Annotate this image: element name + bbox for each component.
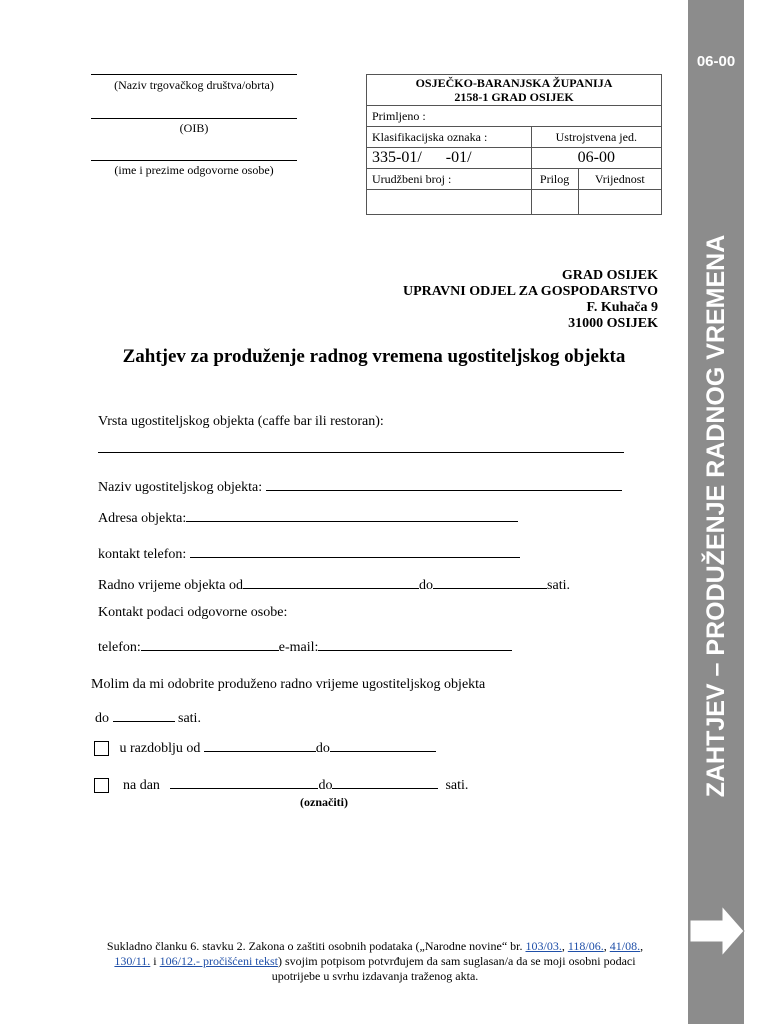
contact-email-label: e-mail: <box>278 640 319 655</box>
request-hours-field[interactable] <box>113 707 175 722</box>
law-link-118-06[interactable]: 118/06. <box>567 939 604 953</box>
day-to-field[interactable] <box>332 774 438 789</box>
period-row <box>94 737 436 757</box>
city-code: 2158-1 GRAD OSIJEK <box>454 90 574 104</box>
privacy-conjunction: i <box>153 954 157 968</box>
value-cell[interactable] <box>578 190 661 215</box>
classification-value: 335-01/ -01/ <box>367 148 532 169</box>
hours-to-field[interactable] <box>433 574 547 589</box>
received-label: Primljeno : <box>367 106 662 127</box>
object-type-label: Vrsta ugostiteljskog objekta (caffe bar ili restoran): <box>98 414 384 429</box>
period-checkbox[interactable] <box>94 741 109 756</box>
reg-number-label: Urudžbeni broj : <box>367 169 532 190</box>
contact-email-field[interactable] <box>318 636 512 651</box>
request-to-label: do <box>95 711 109 726</box>
period-to-field[interactable] <box>330 737 436 752</box>
address-label: Adresa objekta: <box>98 511 187 526</box>
privacy-text-end: svojim potpisom potvrđujem da sam suglasan/a da se moji osobni podaci upotrijebe u svrhu izdavanja traženog akta. <box>271 954 636 983</box>
contact-phone-label: telefon: <box>98 640 141 655</box>
period-label: u razdoblju od <box>119 741 201 756</box>
recipient-line-3: F. Kuhača 9 <box>586 300 658 315</box>
phone-field[interactable] <box>190 543 520 558</box>
contact-label: Kontakt podaci odgovorne osobe: <box>98 605 288 620</box>
object-name-row <box>98 476 622 496</box>
oib-field[interactable] <box>91 118 297 119</box>
request-unit-label: sati. <box>178 711 201 726</box>
object-name-label: Naziv ugostiteljskog objekta: <box>98 480 263 495</box>
hours-from-field[interactable] <box>243 574 419 589</box>
registration-header <box>367 75 662 106</box>
side-form-code: 06-00 <box>696 53 736 70</box>
form-title: Zahtjev za produženje radnog vremena ugostiteljskog objekta <box>122 346 626 367</box>
address-row <box>98 507 518 527</box>
responsible-person-field[interactable] <box>91 160 297 161</box>
period-from-field[interactable] <box>204 737 316 752</box>
day-date-field[interactable] <box>170 774 318 789</box>
unit-label: Ustrojstvena jed. <box>531 127 661 148</box>
recipient-line-1: GRAD OSIJEK <box>561 268 658 283</box>
day-checkbox[interactable] <box>94 778 109 793</box>
classification-label: Klasifikacijska oznaka : <box>367 127 532 148</box>
county-name: OSJEČKO-BARANJSKA ŽUPANIJA <box>415 76 613 90</box>
law-link-103-03[interactable]: 103/03. <box>525 939 562 953</box>
object-type-field[interactable] <box>98 452 624 453</box>
day-label: na dan <box>123 778 160 793</box>
phone-label: kontakt telefon: <box>98 547 187 562</box>
company-name-field[interactable] <box>91 74 297 75</box>
attachment-label: Prilog <box>531 169 578 190</box>
registration-box <box>366 74 662 215</box>
contact-row <box>98 636 512 656</box>
working-hours-label: Radno vrijeme objekta od <box>98 578 244 593</box>
law-link-106-12[interactable]: 106/12.- pročišćeni tekst <box>159 954 278 968</box>
law-link-41-08[interactable]: 41/08. <box>609 939 641 953</box>
day-unit-label: sati. <box>445 778 469 793</box>
recipient-line-2: UPRAVNI ODJEL ZA GOSPODARSTVO <box>402 284 658 299</box>
attachment-cell[interactable] <box>531 190 578 215</box>
mark-note: (označiti) <box>300 795 348 809</box>
law-link-130-11[interactable]: 130/11. <box>114 954 151 968</box>
privacy-text-start: Sukladno članku 6. stavku 2. Zakona o zaštiti osobnih podataka („Narodne novine“ br. <box>106 939 523 953</box>
company-name-label: (Naziv trgovačkog društva/obrta) <box>114 78 274 92</box>
period-to-label: do <box>315 741 330 756</box>
contact-phone-field[interactable] <box>141 636 279 651</box>
recipient-line-4: 31000 OSIJEK <box>568 316 658 331</box>
request-text: Molim da mi odobrite produženo radno vrijeme ugostiteljskog objekta <box>91 677 486 692</box>
value-label: Vrijednost <box>578 169 661 190</box>
arrow-right-icon <box>688 904 746 958</box>
working-hours-row <box>98 574 570 594</box>
day-to-label: do <box>318 778 333 793</box>
reg-number-cell[interactable] <box>367 190 532 215</box>
side-form-title: ZAHTJEV – PRODUŽENJE RADNOG VREMENA <box>702 234 730 798</box>
unit-value: 06-00 <box>531 148 661 169</box>
recipient-address <box>403 268 658 332</box>
phone-row <box>98 543 520 563</box>
address-field[interactable] <box>186 507 518 522</box>
privacy-note: Sukladno članku 6. stavku 2. Zakona o zaštiti osobnih podataka („Narodne novine“ br. 103/03., 118/06., 41/08., 130/11. i 106/12.- pročišćeni tekst) svojim potpisom potvrđujem da sam suglasan/a da se moji osobni podaci upotrijebe u svrhu izdavanja traženog akta. <box>106 939 644 983</box>
day-row <box>94 774 468 794</box>
request-hours-row <box>95 707 201 727</box>
hours-unit-label: sati. <box>547 578 570 593</box>
oib-label: (OIB) <box>179 121 209 135</box>
hours-to-label: do <box>419 578 434 593</box>
object-name-field[interactable] <box>266 476 622 491</box>
responsible-person-label: (ime i prezime odgovorne osobe) <box>114 163 274 177</box>
